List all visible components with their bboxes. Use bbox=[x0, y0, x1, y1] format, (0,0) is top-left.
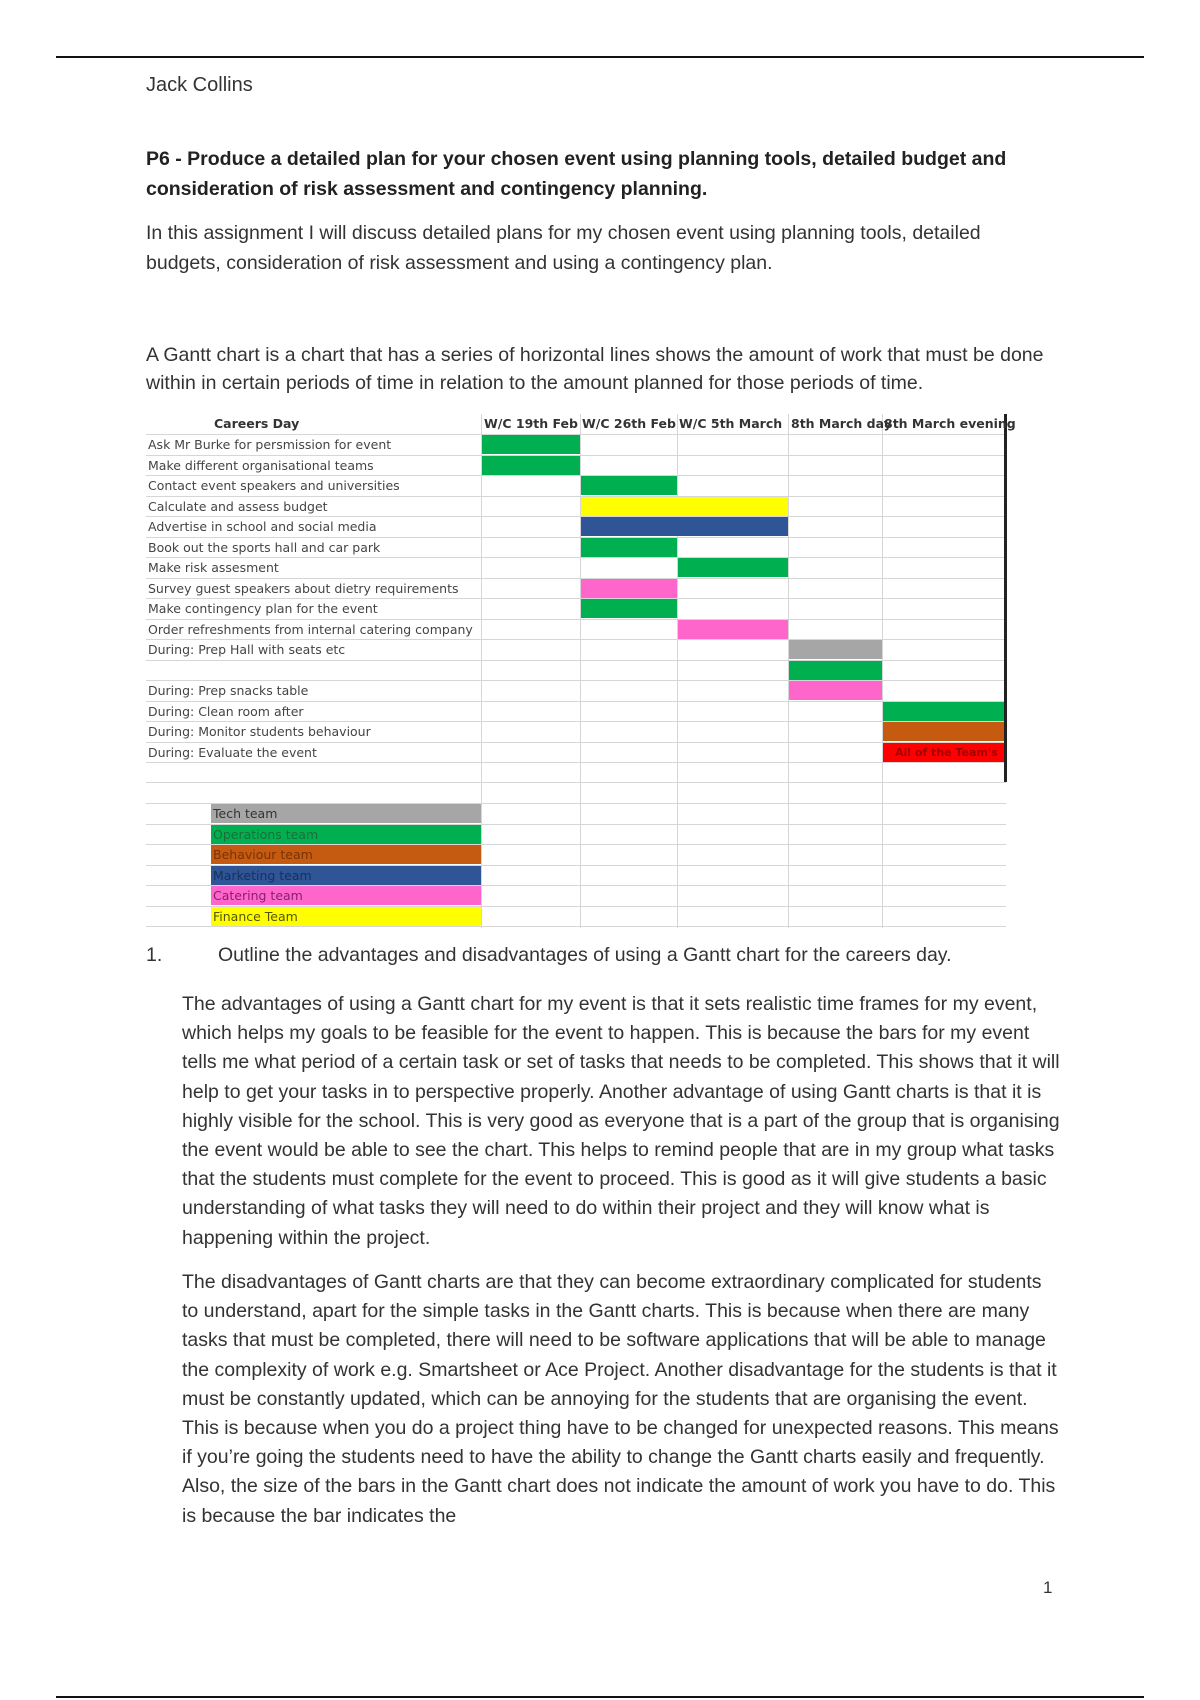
gantt-bar-behaviour bbox=[883, 722, 1004, 741]
question-number: 1. bbox=[146, 944, 163, 966]
gantt-task-label: Calculate and assess budget bbox=[148, 499, 328, 514]
gantt-bar-catering bbox=[581, 579, 677, 598]
gantt-task-label: Make risk assesment bbox=[148, 560, 279, 575]
gantt-column-header: W/C 5th March bbox=[679, 416, 783, 431]
gantt-bar-operations bbox=[581, 538, 677, 557]
legend-item-behaviour: Behaviour team bbox=[211, 845, 481, 864]
gantt-bar-operations bbox=[482, 456, 580, 475]
gantt-bar-operations bbox=[581, 476, 677, 495]
gantt-task-label: During: Monitor students behaviour bbox=[148, 724, 371, 739]
page-number: 1 bbox=[1043, 1578, 1053, 1597]
gantt-description: A Gantt chart is a chart that has a series of horizontal lines shows the amount of work that must be done within in certain periods of time in relation to the amount planned for those periods of time. bbox=[146, 344, 1044, 394]
bottom-rule bbox=[56, 1696, 1144, 1698]
gantt-task-label: Contact event speakers and universities bbox=[148, 478, 400, 493]
legend-item-catering: Catering team bbox=[211, 886, 481, 905]
legend-item-tech: Tech team bbox=[211, 804, 481, 823]
gantt-bar-label: All of the Team's bbox=[895, 746, 998, 759]
gantt-bar-finance bbox=[581, 497, 788, 516]
gantt-column-header: W/C 26th Feb bbox=[582, 416, 676, 431]
advantages-paragraph: The advantages of using a Gantt chart for my event is that it sets realistic time frames for my event, which helps my goals to be feasible for the event to happen. This is because the bars for my event tells me what period of a certain task or set of tasks that needs to be completed. This shows that it will help to get your tasks in to perspective properly. Another advantage of using Gantt charts is that it is highly visible for the school. This is very good as everyone that is a part of the group that is organising the event would be able to see the chart. This helps to remind people that are in my group what tasks that the students must complete for the event to proceed. This is good as it will give students a basic understanding of what tasks they will need to do within their project and they will know what is happening within the project. bbox=[182, 993, 1060, 1249]
gantt-chart bbox=[146, 414, 1016, 928]
gantt-task-label: During: Evaluate the event bbox=[148, 745, 317, 760]
intro-paragraph: In this assignment I will discuss detailed plans for my chosen event using planning tools, detailed budgets, consideration of risk assessment and using a contingency plan. bbox=[146, 222, 981, 274]
gantt-bar-catering bbox=[789, 681, 882, 700]
author-name: Jack Collins bbox=[146, 74, 253, 96]
gantt-bar-operations bbox=[789, 661, 882, 680]
gantt-task-label: Make contingency plan for the event bbox=[148, 601, 378, 616]
disadvantages-paragraph: The disadvantages of Gantt charts are that they can become extraordinary complicated for students to understand, apart for the simple tasks in the Gantt charts. This is because when there are many tasks that must be completed, there will need to be software applications that will be able to manage the complexity of work e.g. Smartsheet or Ace Project. Another disadvantage for the students is that it must be constantly updated, which can be annoying for the students that are organising the event. This is because when you do a project thing have to be changed for unexpected reasons. This means if you’re going the students need to have the ability to change the Gantt charts easily and frequently. Also, the size of the bars in the Gantt chart does not indicate the amount of work you have to do. This is because the bar indicates the bbox=[182, 1271, 1059, 1527]
gantt-task-label: Book out the sports hall and car park bbox=[148, 540, 381, 555]
gantt-task-label: During: Prep Hall with seats etc bbox=[148, 642, 346, 657]
legend-item-marketing: Marketing team bbox=[211, 866, 481, 885]
gantt-title: Careers Day bbox=[214, 416, 300, 431]
gantt-bar-tech bbox=[789, 640, 882, 659]
gantt-task-label: Make different organisational teams bbox=[148, 458, 374, 473]
gantt-bar-operations bbox=[581, 599, 677, 618]
gantt-bar-marketing bbox=[581, 517, 788, 536]
question-text: Outline the advantages and disadvantages of using a Gantt chart for the careers day. bbox=[218, 944, 952, 966]
gantt-task-label: During: Prep snacks table bbox=[148, 683, 309, 698]
assignment-heading: P6 - Produce a detailed plan for your chosen event using planning tools, detailed budget and consideration of risk assessment and contingency planning. bbox=[146, 148, 1007, 200]
gantt-task-label: Order refreshments from internal catering company bbox=[148, 622, 473, 637]
legend-item-finance: Finance Team bbox=[211, 907, 481, 926]
legend-item-operations: Operations team bbox=[211, 825, 481, 844]
gantt-column-header: 8th March evening bbox=[884, 416, 1016, 431]
gantt-bar-all-teams bbox=[883, 743, 1004, 762]
gantt-task-label: Survey guest speakers about dietry requirements bbox=[148, 581, 459, 596]
gantt-right-border bbox=[1004, 414, 1007, 782]
gantt-column-header: W/C 19th Feb bbox=[484, 416, 578, 431]
gantt-bar-operations bbox=[678, 558, 788, 577]
gantt-column-header: 8th March day bbox=[791, 416, 892, 431]
gantt-task-label: During: Clean room after bbox=[148, 704, 304, 719]
gantt-task-label: Advertise in school and social media bbox=[148, 519, 377, 534]
gantt-task-label: Ask Mr Burke for persmission for event bbox=[148, 437, 392, 452]
top-rule bbox=[56, 56, 1144, 58]
gantt-bar-operations bbox=[883, 702, 1004, 721]
gantt-bar-catering bbox=[678, 620, 788, 639]
gantt-bar-operations bbox=[482, 435, 580, 454]
